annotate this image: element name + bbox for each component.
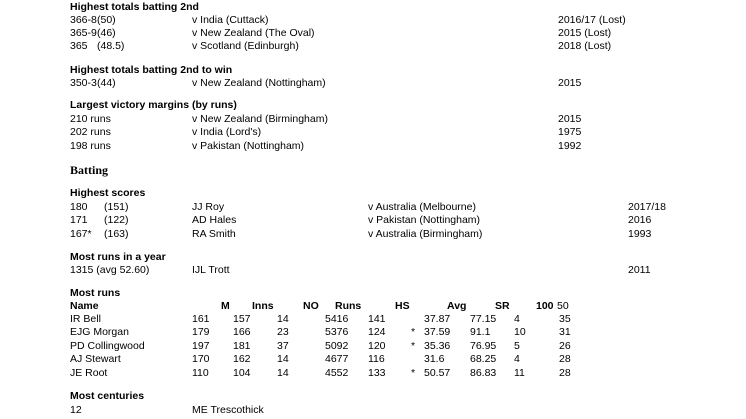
innings: 166	[233, 326, 251, 338]
batting-heading: Batting	[70, 163, 109, 177]
strike-rate: 76.95	[470, 340, 497, 352]
opponent: v Australia (Birmingham)	[368, 228, 483, 240]
score: 171	[70, 214, 88, 226]
not-outs: 14	[277, 313, 289, 325]
not-out-marker: *	[411, 367, 416, 379]
opponent: v New Zealand (The Oval)	[192, 27, 315, 39]
matches: 170	[192, 353, 210, 365]
fifties: 28	[559, 367, 571, 379]
opponent: v New Zealand (Birmingham)	[192, 113, 328, 125]
score: 180	[70, 201, 88, 213]
season: 1975	[558, 126, 582, 138]
hundreds: 11	[514, 367, 525, 379]
player: IJL Trott	[192, 264, 230, 276]
section-title-highest-scores: Highest scores	[70, 187, 146, 199]
section-title-most-runs: Most runs	[70, 287, 121, 299]
high-score: 124	[368, 326, 386, 338]
player: PD Collingwood	[70, 340, 145, 352]
runs: 5376	[325, 326, 349, 338]
score: 365-9	[70, 27, 97, 39]
strike-rate: 91.1	[470, 326, 491, 338]
header-runs: Runs	[335, 300, 362, 312]
overs: (44)	[97, 77, 116, 89]
fifties: 28	[559, 353, 571, 365]
innings: 162	[233, 353, 251, 365]
hundreds: 4	[514, 313, 520, 325]
player: JE Root	[70, 367, 108, 379]
runs: 4552	[325, 367, 349, 379]
not-outs: 14	[277, 367, 289, 379]
player: IR Bell	[70, 313, 101, 325]
matches: 110	[192, 367, 209, 379]
section-title-batting-2nd: Highest totals batting 2nd	[70, 1, 199, 13]
strike-rate: 86.83	[470, 367, 497, 379]
runs: 5092	[325, 340, 349, 352]
opponent: v Australia (Melbourne)	[368, 201, 476, 213]
header-name: Name	[70, 300, 99, 312]
opponent: v Scotland (Edinburgh)	[192, 40, 299, 52]
player: AD Hales	[192, 214, 237, 226]
player: ME Trescothick	[192, 404, 264, 416]
not-out-marker: *	[411, 326, 416, 338]
header-100: 100	[536, 300, 554, 312]
player: RA Smith	[192, 228, 236, 240]
not-outs: 14	[277, 353, 289, 365]
header-m: M	[221, 300, 230, 312]
opponent: v New Zealand (Nottingham)	[192, 77, 326, 89]
matches: 179	[192, 326, 210, 338]
innings: 104	[233, 367, 251, 379]
score: 167*	[70, 228, 92, 240]
season: 1992	[558, 140, 582, 152]
average: 35.36	[424, 340, 451, 352]
section-title-victory-margins: Largest victory margins (by runs)	[70, 99, 237, 111]
season: 1993	[628, 228, 652, 240]
overs: (46)	[97, 27, 116, 39]
hundreds: 5	[514, 340, 520, 352]
season: 2017/18	[628, 201, 666, 213]
overs: (48.5)	[97, 40, 125, 52]
header-sr: SR	[495, 300, 510, 312]
fifties: 26	[559, 340, 571, 352]
innings: 157	[233, 313, 251, 325]
balls: (151)	[104, 201, 129, 213]
season: 2015	[558, 77, 582, 89]
average: 31.6	[424, 353, 445, 365]
score: 350-3	[70, 77, 97, 89]
fifties: 31	[559, 326, 571, 338]
matches: 161	[192, 313, 210, 325]
high-score: 120	[368, 340, 386, 352]
not-out-marker: *	[411, 340, 416, 352]
fifties: 35	[559, 313, 571, 325]
opponent: v India (Cuttack)	[192, 14, 269, 26]
header-no: NO	[303, 300, 319, 312]
high-score: 141	[368, 313, 386, 325]
score: 365	[70, 40, 88, 52]
margin: 202 runs	[70, 126, 111, 138]
header-avg: Avg	[447, 300, 467, 312]
high-score: 133	[368, 367, 386, 379]
not-outs: 23	[277, 326, 289, 338]
runs: 5416	[325, 313, 349, 325]
opponent: v India (Lord's)	[192, 126, 262, 138]
strike-rate: 68.25	[470, 353, 497, 365]
opponent: v Pakistan (Nottingham)	[368, 214, 481, 226]
overs: (50)	[97, 14, 116, 26]
header-inns: Inns	[252, 300, 274, 312]
not-outs: 37	[277, 340, 289, 352]
runs: 4677	[325, 353, 349, 365]
average: 37.59	[424, 326, 451, 338]
section-title-batting-2nd-to-win: Highest totals batting 2nd to win	[70, 64, 233, 76]
section-title-most-centuries: Most centuries	[70, 390, 145, 402]
strike-rate: 77.15	[470, 313, 497, 325]
season: 2011	[628, 264, 651, 276]
margin: 210 runs	[70, 113, 111, 125]
high-score: 116	[368, 353, 385, 365]
season: 2018 (Lost)	[558, 40, 612, 52]
player: AJ Stewart	[70, 353, 121, 365]
innings: 181	[233, 340, 251, 352]
hundreds: 4	[514, 353, 520, 365]
opponent: v Pakistan (Nottingham)	[192, 140, 305, 152]
matches: 197	[192, 340, 210, 352]
runs: 1315 (avg 52.60)	[70, 264, 150, 276]
count: 12	[70, 404, 82, 416]
balls: (163)	[104, 228, 129, 240]
margin: 198 runs	[70, 140, 111, 152]
player: JJ Roy	[192, 201, 225, 213]
section-title-most-runs-year: Most runs in a year	[70, 251, 166, 263]
season: 2016	[628, 214, 652, 226]
season: 2016/17 (Lost)	[558, 14, 626, 26]
score: 366-8	[70, 14, 97, 26]
average: 37.87	[424, 313, 451, 325]
season: 2015	[558, 113, 582, 125]
player: EJG Morgan	[70, 326, 129, 338]
balls: (122)	[104, 214, 129, 226]
hundreds: 10	[514, 326, 526, 338]
header-hs: HS	[395, 300, 410, 312]
header-50: 50	[557, 300, 569, 312]
season: 2015 (Lost)	[558, 27, 612, 39]
average: 50.57	[424, 367, 451, 379]
